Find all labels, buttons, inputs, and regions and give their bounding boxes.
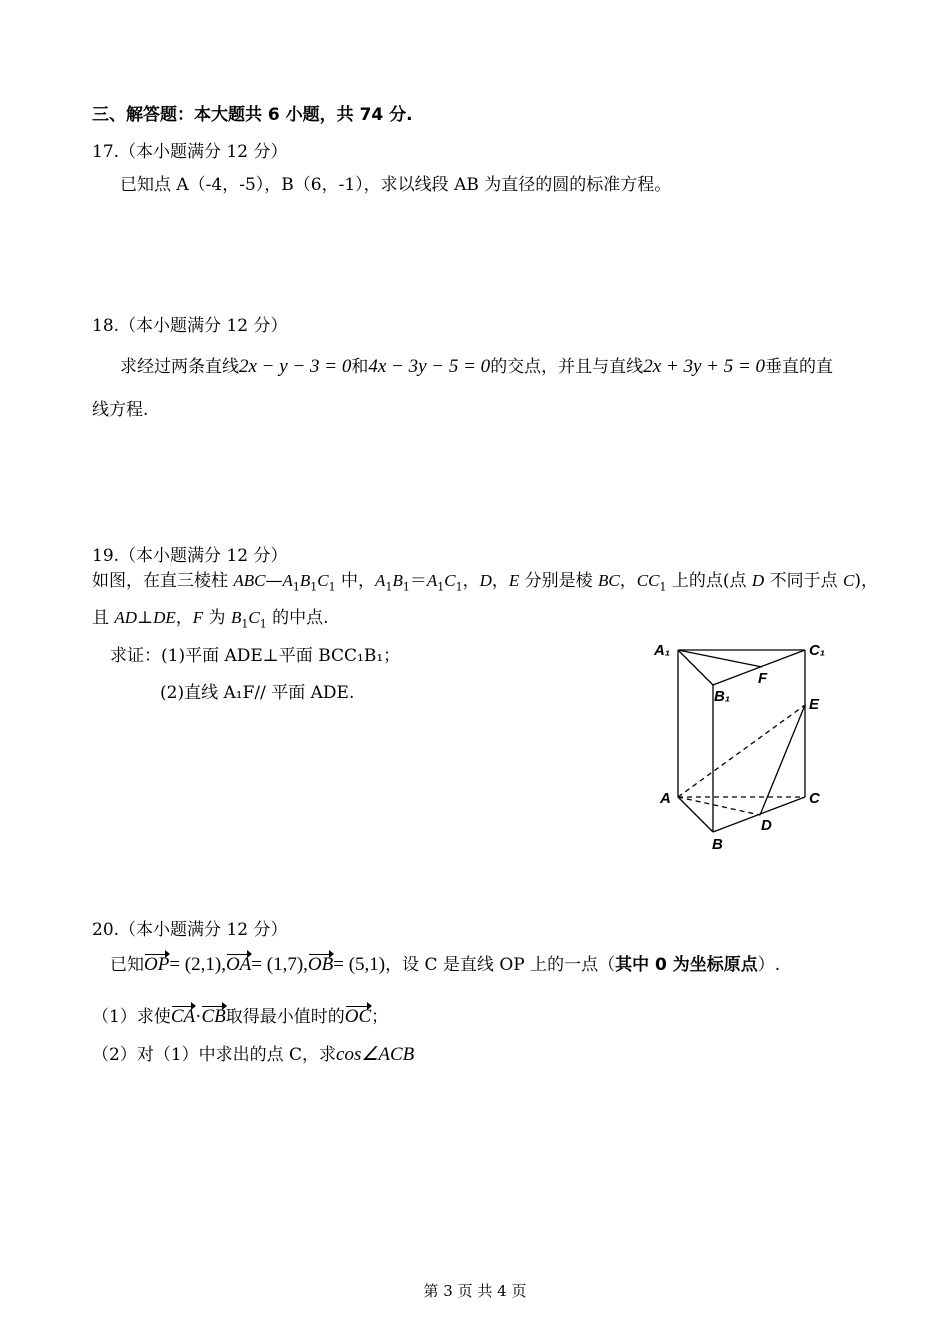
q20-mid: ，设 C 是直线 OP 上的一点（ xyxy=(385,955,616,975)
q19-text-line1: 如图，在直三棱柱 $ABC—A_1B_1C_1$ 中，$A_1B_1=A_1C_1$，D，E 分别是棱 BC，$CC_1$ 上的点(点 D 不同于点 C)， xyxy=(92,571,878,594)
label-e: E xyxy=(809,696,820,713)
prism-figure xyxy=(650,635,850,860)
q18-line1 xyxy=(120,352,833,378)
q20-p2-a: （2）对（1）中求出的点 C，求 xyxy=(92,1045,337,1065)
q19-header: 19.（本小题满分 12 分） xyxy=(92,546,288,566)
q20-known: 已知 xyxy=(110,955,144,975)
q18-header: 18.（本小题满分 12 分） xyxy=(92,316,288,336)
q20-p1-c: ； xyxy=(371,1007,389,1027)
q20-p2-b: cos∠ACB xyxy=(336,1044,415,1065)
section-header: 三、解答题：本大题共 6 小题，共 74 分. xyxy=(92,105,413,125)
q20-p1-a: （1）求使 xyxy=(92,1007,171,1027)
page-footer: 第 3 页 共 4 页 xyxy=(423,1282,527,1300)
q18-text-b: 和 xyxy=(351,357,369,377)
q18-eq2: 4x − 3y − 5 = 0 xyxy=(368,356,491,377)
label-c1: C₁ xyxy=(809,642,826,659)
q18-eq3: 2x + 3y + 5 = 0 xyxy=(643,356,766,377)
q20-p1-b: 取得最小值时的 xyxy=(225,1007,345,1027)
label-a: A xyxy=(660,790,671,807)
label-b1: B₁ xyxy=(714,688,731,705)
vec-oc: OC xyxy=(344,1006,372,1027)
vec-op: OP xyxy=(144,954,170,975)
vec-oa: OA xyxy=(225,954,252,975)
q18-text-c: 的交点，并且与直线 xyxy=(490,357,644,377)
q19-text-line2: 且 AD⊥DE，F 为 $B_1C_1$ 的中点. xyxy=(92,608,329,631)
q20-eq-op: = (2,1), xyxy=(169,954,226,975)
q19-prove2: (2)直线 A₁F// 平面 ADE. xyxy=(160,683,355,703)
q20-given xyxy=(110,950,780,976)
label-f: F xyxy=(758,670,768,687)
label-a1: A₁ xyxy=(654,642,671,659)
q18-line2: 线方程. xyxy=(92,400,149,420)
q20-part2 xyxy=(92,1040,414,1066)
vec-ca: CA xyxy=(170,1006,196,1027)
label-c: C xyxy=(809,790,820,807)
q20-bold-note: 其中 0 为坐标原点 xyxy=(615,955,758,975)
q18-text-d: 垂直的直 xyxy=(765,357,834,377)
vec-ob: OB xyxy=(307,954,334,975)
q20-part1: （1）求使CA·CB取得最小值时的OC； xyxy=(92,1006,389,1027)
q17-text: 已知点 A（-4，-5），B（6，-1），求以线段 AB 为直径的圆的标准方程。 xyxy=(120,175,672,195)
q20-eq-ob: = (5,1) xyxy=(333,954,386,975)
label-b: B xyxy=(712,836,723,853)
q18-eq1: 2x − y − 3 = 0 xyxy=(239,356,352,377)
q19-prove1: 求证：(1)平面 ADE⊥平面 BCC₁B₁； xyxy=(110,646,401,666)
vec-cb: CB xyxy=(201,1006,226,1027)
q20-header: 20.（本小题满分 12 分） xyxy=(92,920,288,940)
q20-eq-oa: = (1,7), xyxy=(251,954,308,975)
label-d: D xyxy=(761,817,772,834)
q20-end: ）. xyxy=(757,955,781,975)
q18-text-a: 求经过两条直线 xyxy=(120,357,239,377)
q17-header: 17.（本小题满分 12 分） xyxy=(92,142,288,162)
